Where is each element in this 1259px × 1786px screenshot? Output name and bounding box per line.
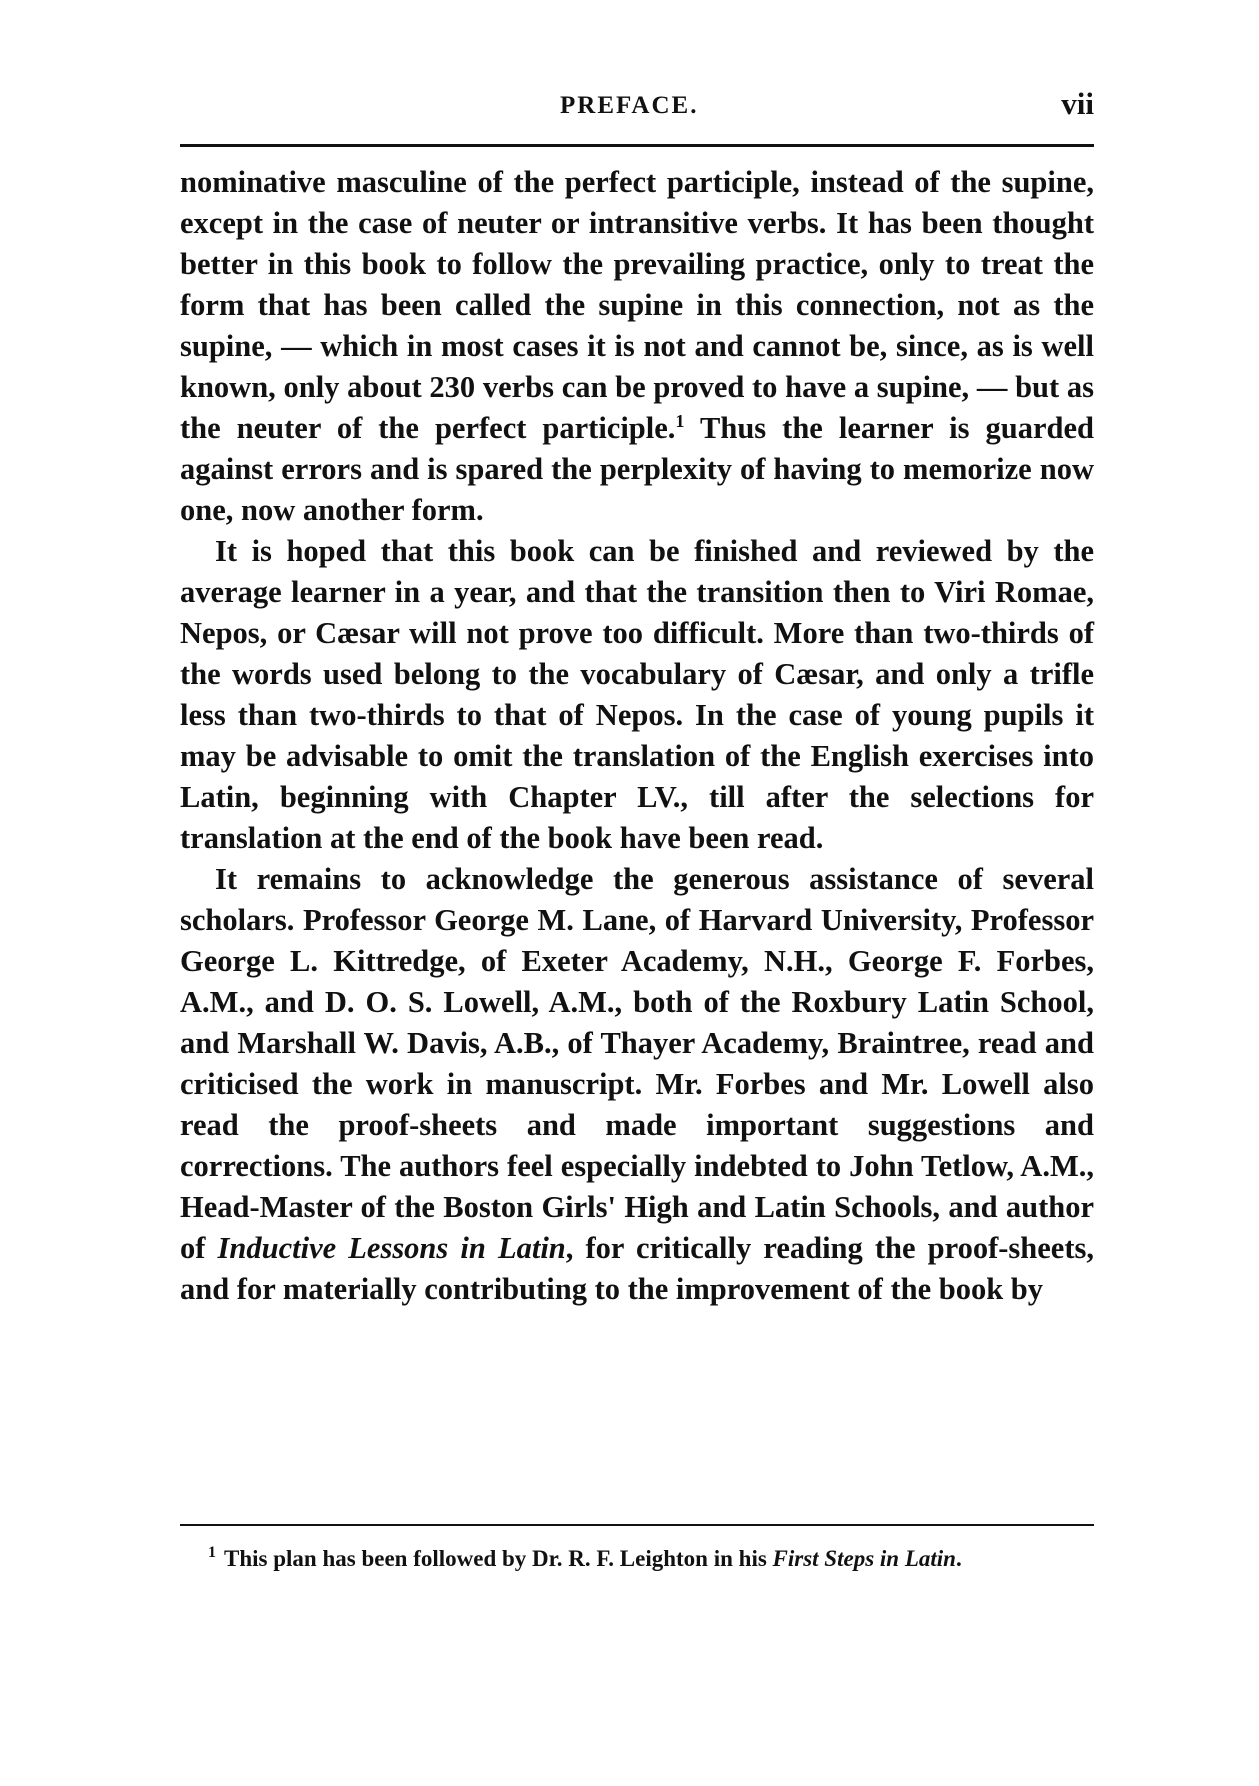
- paragraph-3: [180, 859, 1094, 1310]
- paragraph-3-text-1: It remains to acknowledge the generous assistance of several scholars. Professor George M. Lane, of Harvard University, Professor George L. Kittredge, of Exeter Academy, N.H., George F. Forbes, A.M., and D. O. S. Lowell, A.M., both of the Roxbury Latin School, and Marshall W. Davis, A.B., of Thayer Academy, Braintree, read and criticised the work in manuscript. Mr. Forbes and Mr. Lowell also read the proof-sheets and made important suggestions and corrections. The authors feel especially indebted to John Tetlow, A.M., Head-Master of the Boston Girls' High and Latin Schools, and author of: [180, 862, 1094, 1265]
- paragraph-1-text: nominative masculine of the perfect participle, instead of the supine, except in the case of neuter or intransitive verbs. It has been thought better in this book to follow the prevailing practice, only to treat the form that has been called the supine in this connection, not as the supine, — which in most cases it is not and cannot be, since, as is well known, only about 230 verbs can be proved to have a supine, — but as the neuter of the perfect participle.: [180, 165, 1094, 445]
- footnote-1: [180, 1542, 1094, 1576]
- header-rule: [180, 144, 1094, 147]
- footnote-reference: 1: [675, 410, 685, 431]
- paragraph-2-text: It is hoped that this book can be finished and reviewed by the average learner in a year, and that the transition then to Viri Romae, Nepos, or Cæsar will not prove too difficult. More than two-thirds of the words used belong to the vocabulary of Cæsar, and only a trifle less than two-thirds to that of Nepos. In the case of young pupils it may be advisable to omit the translation of the English exercises into Latin, beginning with Chapter LV., till after the selections for translation at the end of the book have been read.: [180, 534, 1094, 855]
- footnotes: [180, 1542, 1094, 1576]
- inductive-lessons-title: Inductive Lessons in Latin: [217, 1231, 566, 1265]
- footnote-book-title: First Steps in Latin: [772, 1546, 956, 1571]
- paragraph-1-tail: Thus the learner is guarded against errors and is spared the perplexity of having to memorize now one, now another form.: [180, 411, 1094, 527]
- paragraph-3-text-2: , for critically reading the proof-sheets, and for materially contributing to the improvement of the book by: [180, 1231, 1094, 1306]
- running-title: PREFACE.: [560, 92, 699, 119]
- footnote-marker: 1: [208, 1544, 216, 1562]
- page-number: vii: [1061, 86, 1094, 121]
- footnote-rule: [180, 1524, 1094, 1526]
- footnote-end: .: [955, 1546, 962, 1571]
- paragraph-1: [180, 162, 1094, 531]
- paragraph-2: [180, 531, 1094, 859]
- main-text: [180, 162, 1094, 1310]
- page-header: [180, 86, 1094, 126]
- footnote-text: This plan has been followed by Dr. R. F. Leighton in his: [224, 1546, 773, 1571]
